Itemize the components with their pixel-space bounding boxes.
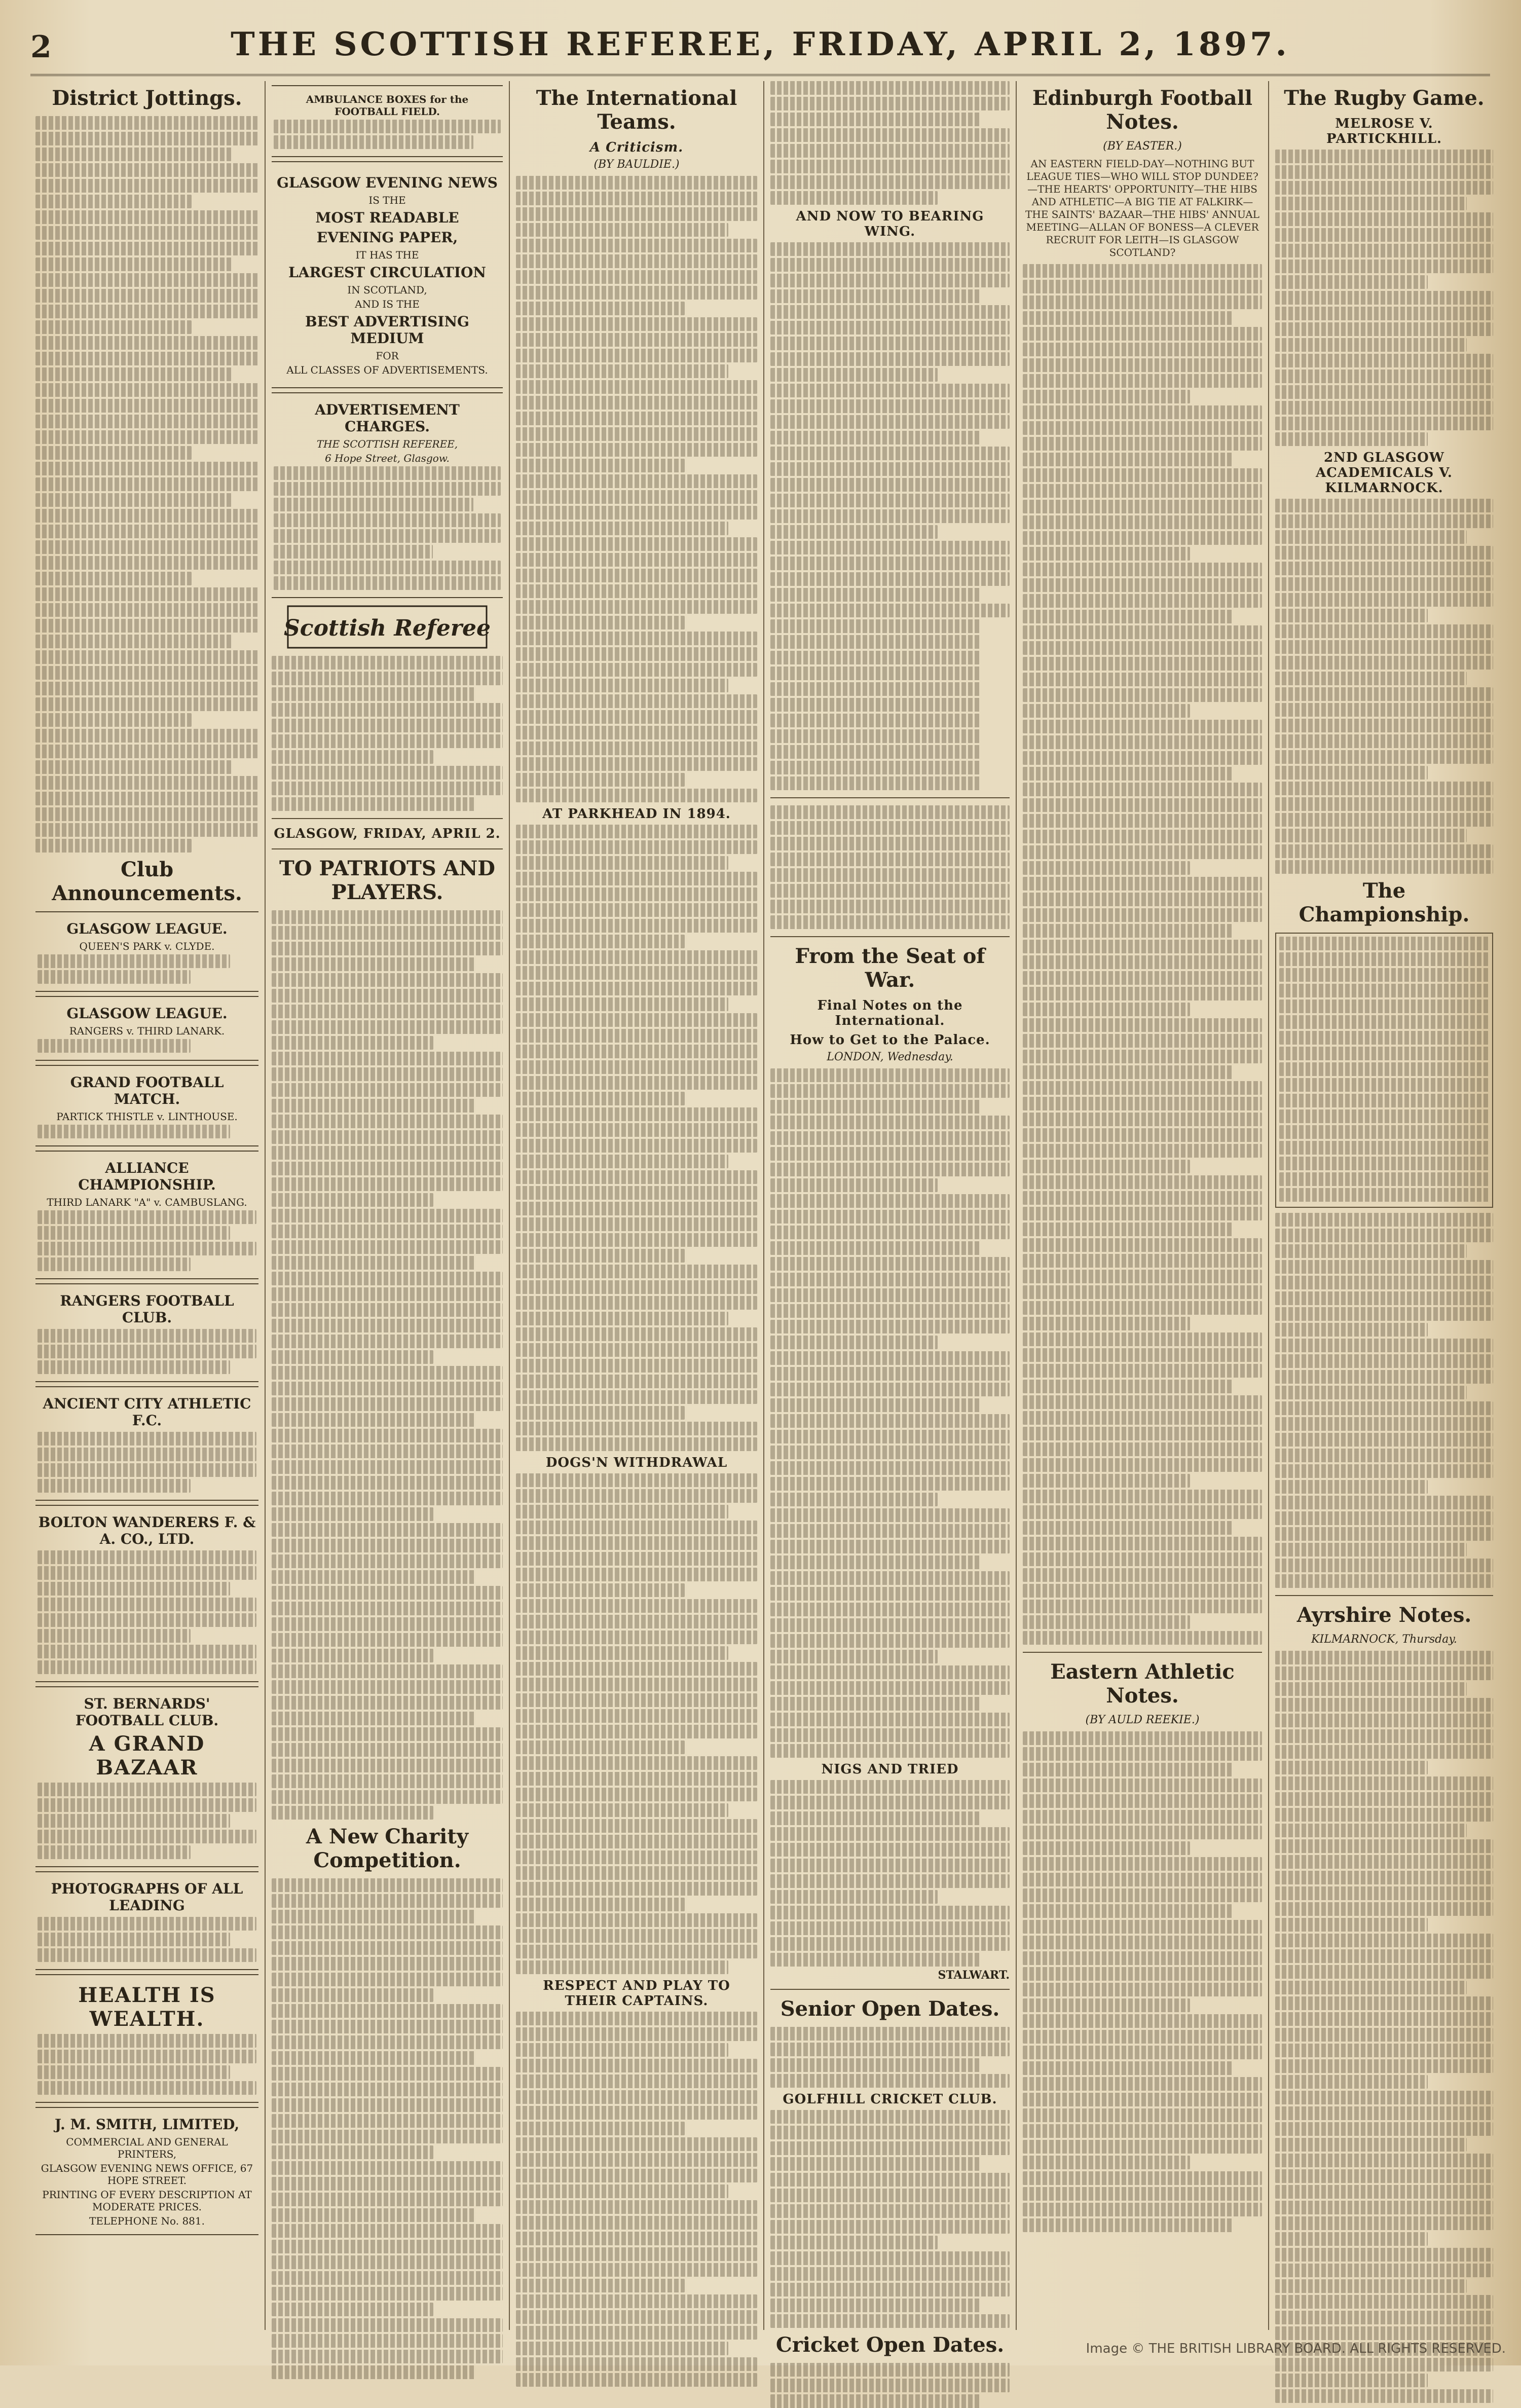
ad-title: PHOTOGRAPHS OF ALL LEADING <box>51 1880 243 1914</box>
ad-line: THIRD LANARK "A" v. CAMBUSLANG. <box>47 1196 247 1208</box>
ad-health-is-wealth <box>35 1974 258 2103</box>
ad-glasgow-league-2 <box>35 996 258 1061</box>
byline-auld-reekie: (BY AULD REEKIE.) <box>1085 1714 1200 1726</box>
gen-line: ALL CLASSES OF ADVERTISEMENTS. <box>286 364 488 376</box>
ad-line: COMMERCIAL AND GENERAL PRINTERS, <box>66 2136 228 2160</box>
ad-title: AMBULANCE BOXES for the FOOTBALL FIELD. <box>306 93 469 118</box>
column-rule <box>1268 81 1269 2330</box>
ad-title: BOLTON WANDERERS F. & A. CO., LTD. <box>38 1514 256 1547</box>
ad-title: RANGERS FOOTBALL CLUB. <box>60 1292 234 1326</box>
gen-line: GLASGOW EVENING NEWS <box>277 174 498 191</box>
ad-telephone: TELEPHONE No. 881. <box>89 2215 205 2227</box>
charges-title: ADVERTISEMENT CHARGES. <box>315 401 460 435</box>
gen-line: IN SCOTLAND, <box>347 284 427 296</box>
ad-title: GRAND FOOTBALL MATCH. <box>70 1074 224 1107</box>
ad-line: QUEEN'S PARK v. CLYDE. <box>79 940 215 952</box>
ad-glasgow-league-1 <box>35 911 258 992</box>
golfhill-subheading: GOLFHILL CRICKET CLUB. <box>783 2092 997 2107</box>
ad-rangers-fc <box>35 1283 258 1382</box>
withdrawal-body <box>516 1473 757 1974</box>
column-rule <box>265 81 266 2330</box>
seat-body <box>770 1068 1010 1758</box>
patriots-heading: TO PATRIOTS AND PLAYERS. <box>279 857 495 904</box>
criticism-subheading: A Criticism. <box>589 140 684 155</box>
senior-body <box>770 2027 1010 2088</box>
gen-line: AND IS THE <box>355 298 420 310</box>
district-jottings-heading: District Jottings. <box>52 86 242 110</box>
championship-body <box>1275 1213 1493 1588</box>
melrose-body <box>1275 150 1493 446</box>
masthead <box>30 18 1490 76</box>
gen-line: EVENING PAPER, <box>316 229 458 246</box>
seat-subheading-2: How to Get to the Palace. <box>790 1032 990 1048</box>
column-3 <box>516 81 757 2330</box>
ayrshire-heading: Ayrshire Notes. <box>1296 1603 1472 1627</box>
ad-title: ANCIENT CITY ATHLETIC F.C. <box>43 1395 251 1429</box>
cricket-open-dates-heading: Cricket Open Dates. <box>775 2333 1005 2357</box>
ad-glasgow-evening-news <box>272 161 503 388</box>
parkhead-body <box>516 825 757 1451</box>
charges-address: 6 Hope Street, Glasgow. <box>325 452 450 464</box>
charity-body <box>272 1878 503 2379</box>
dateline: GLASGOW, FRIDAY, APRIL 2. <box>274 826 501 841</box>
logo-icon <box>283 604 491 650</box>
column-2 <box>272 81 503 2330</box>
ad-line: RANGERS v. THIRD LANARK. <box>69 1025 225 1037</box>
copyright-notice: Image © THE BRITISH LIBRARY BOARD. ALL RIGHTS RESERVED. <box>1086 2341 1506 2356</box>
teams-list <box>770 619 1010 790</box>
championship-table <box>1275 933 1493 1208</box>
ad-line: PRINTING OF EVERY DESCRIPTION AT MODERATE PRICES. <box>42 2189 252 2213</box>
ayrshire-body <box>1275 1651 1493 2403</box>
team-lineups <box>770 805 1010 929</box>
ad-line: A GRAND BAZAAR <box>89 1732 205 1780</box>
ad-title: GLASGOW LEAGUE. <box>66 920 228 937</box>
ad-grand-football-match <box>35 1065 258 1146</box>
withdrawal-subheading: DOGS'N WITHDRAWAL <box>545 1455 728 1470</box>
gen-line: LARGEST CIRCULATION <box>288 264 486 281</box>
district-jottings-body <box>35 116 258 853</box>
gen-line: BEST ADVERTISING MEDIUM <box>305 313 469 347</box>
ad-bolton-wanderers <box>35 1505 258 1682</box>
ad-title: HEALTH IS WEALTH. <box>78 1983 216 2031</box>
ad-line: GLASGOW EVENING NEWS OFFICE, 67 HOPE STREET. <box>41 2162 253 2187</box>
seat-of-war-heading: From the Seat of War. <box>795 944 985 992</box>
column-5 <box>1023 81 1262 2330</box>
edinburgh-body <box>1023 264 1262 1645</box>
signoff: STALWART. <box>938 1969 1010 1982</box>
club-announcements-heading: Club Announcements. <box>52 858 242 905</box>
melrose-subheading: MELROSE V. PARTICKHILL. <box>1326 116 1442 146</box>
column-rule <box>763 81 764 2330</box>
column-rule <box>509 81 510 2330</box>
gen-line: FOR <box>376 350 399 362</box>
ayrshire-place: KILMARNOCK, Thursday. <box>1311 1633 1457 1646</box>
ad-alliance-championship <box>35 1151 258 1279</box>
byline-bauldie: (BY BAULDIE.) <box>593 158 680 171</box>
captains-subheading: RESPECT AND PLAY TO THEIR CAPTAINS. <box>543 1978 730 2009</box>
charges-sub: THE SCOTTISH REFEREE, <box>316 438 458 450</box>
international-continued <box>770 81 1010 205</box>
ad-ancient-city <box>35 1386 258 1501</box>
academicals-body <box>1275 499 1493 874</box>
edinburgh-intro: AN EASTERN FIELD-DAY—NOTHING BUT LEAGUE TIES—WHO WILL STOP DUNDEE?—THE HEARTS' OPPORTUNITY—THE HIBS AND ATHLETIC—A BIG TIE AT FALKIRK—THE SAINTS' BAZAAR—THE HIBS' ANNUAL MEETING—ALLAN OF BONESS—A CLEVER RECRUIT FOR LEITH—IS GLASGOW SCOTLAND? <box>1025 158 1259 258</box>
ad-title: ALLIANCE CHAMPIONSHIP. <box>78 1160 216 1193</box>
ad-title: GLASGOW LEAGUE. <box>66 1005 228 1022</box>
edinburgh-notes-heading: Edinburgh Football Notes. <box>1032 86 1253 134</box>
scottish-referee-logo <box>272 604 503 650</box>
charity-heading: A New Charity Competition. <box>306 1825 469 1872</box>
ad-line: PARTICK THISTLE v. LINTHOUSE. <box>56 1110 238 1123</box>
ad-jm-smith <box>35 2107 258 2235</box>
paper-title: THE SCOTTISH REFEREE, FRIDAY, APRIL 2, 1897. <box>231 25 1290 63</box>
eastern-athletic-heading: Eastern Athletic Notes. <box>1050 1660 1235 1708</box>
academicals-subheading: 2ND GLASGOW ACADEMICALS V. KILMARNOCK. <box>1315 450 1453 496</box>
bearing-wing-body <box>770 242 1010 617</box>
gen-line: IS THE <box>368 194 406 206</box>
championship-heading: The Championship. <box>1299 879 1470 927</box>
seat-subheading: Final Notes on the International. <box>817 998 963 1028</box>
column-1 <box>35 81 258 2330</box>
ad-title: J. M. SMITH, LIMITED, <box>54 2116 240 2133</box>
international-body <box>516 176 757 802</box>
ad-st-bernards <box>35 1686 258 1867</box>
eastern-body <box>1023 1731 1262 2232</box>
captains-body <box>516 2012 757 2387</box>
international-teams-heading: The International Teams. <box>536 86 737 134</box>
golfhill-body <box>770 2110 1010 2328</box>
ad-photographs <box>35 1871 258 1970</box>
gen-line: MOST READABLE <box>315 209 459 226</box>
gen-line: IT HAS THE <box>355 249 419 261</box>
ad-charges <box>272 392 503 598</box>
rugby-heading: The Rugby Game. <box>1284 86 1485 110</box>
nigs-body <box>770 1780 1010 1967</box>
column-4 <box>770 81 1010 2357</box>
ad-ambulance-boxes <box>272 85 503 157</box>
nigs-subheading: NIGS AND TRIED <box>821 1762 959 1777</box>
svg-text:Scottish Referee: Scottish Referee <box>283 615 491 641</box>
page-number: 2 <box>30 29 52 65</box>
cricket-body <box>770 2363 1010 2408</box>
parkhead-subheading: AT PARKHEAD IN 1894. <box>542 806 731 822</box>
column-6 <box>1275 81 1493 2330</box>
patriots-body <box>272 910 503 1820</box>
column-rule <box>1016 81 1017 2330</box>
byline-easter: (BY EASTER.) <box>1103 140 1182 153</box>
ad-title: ST. BERNARDS' FOOTBALL CLUB. <box>75 1695 219 1729</box>
senior-open-dates-heading: Senior Open Dates. <box>780 1997 1000 2021</box>
seat-place: LONDON, Wednesday. <box>827 1051 953 1063</box>
bearing-wing-subheading: AND NOW TO BEARING WING. <box>796 209 984 239</box>
